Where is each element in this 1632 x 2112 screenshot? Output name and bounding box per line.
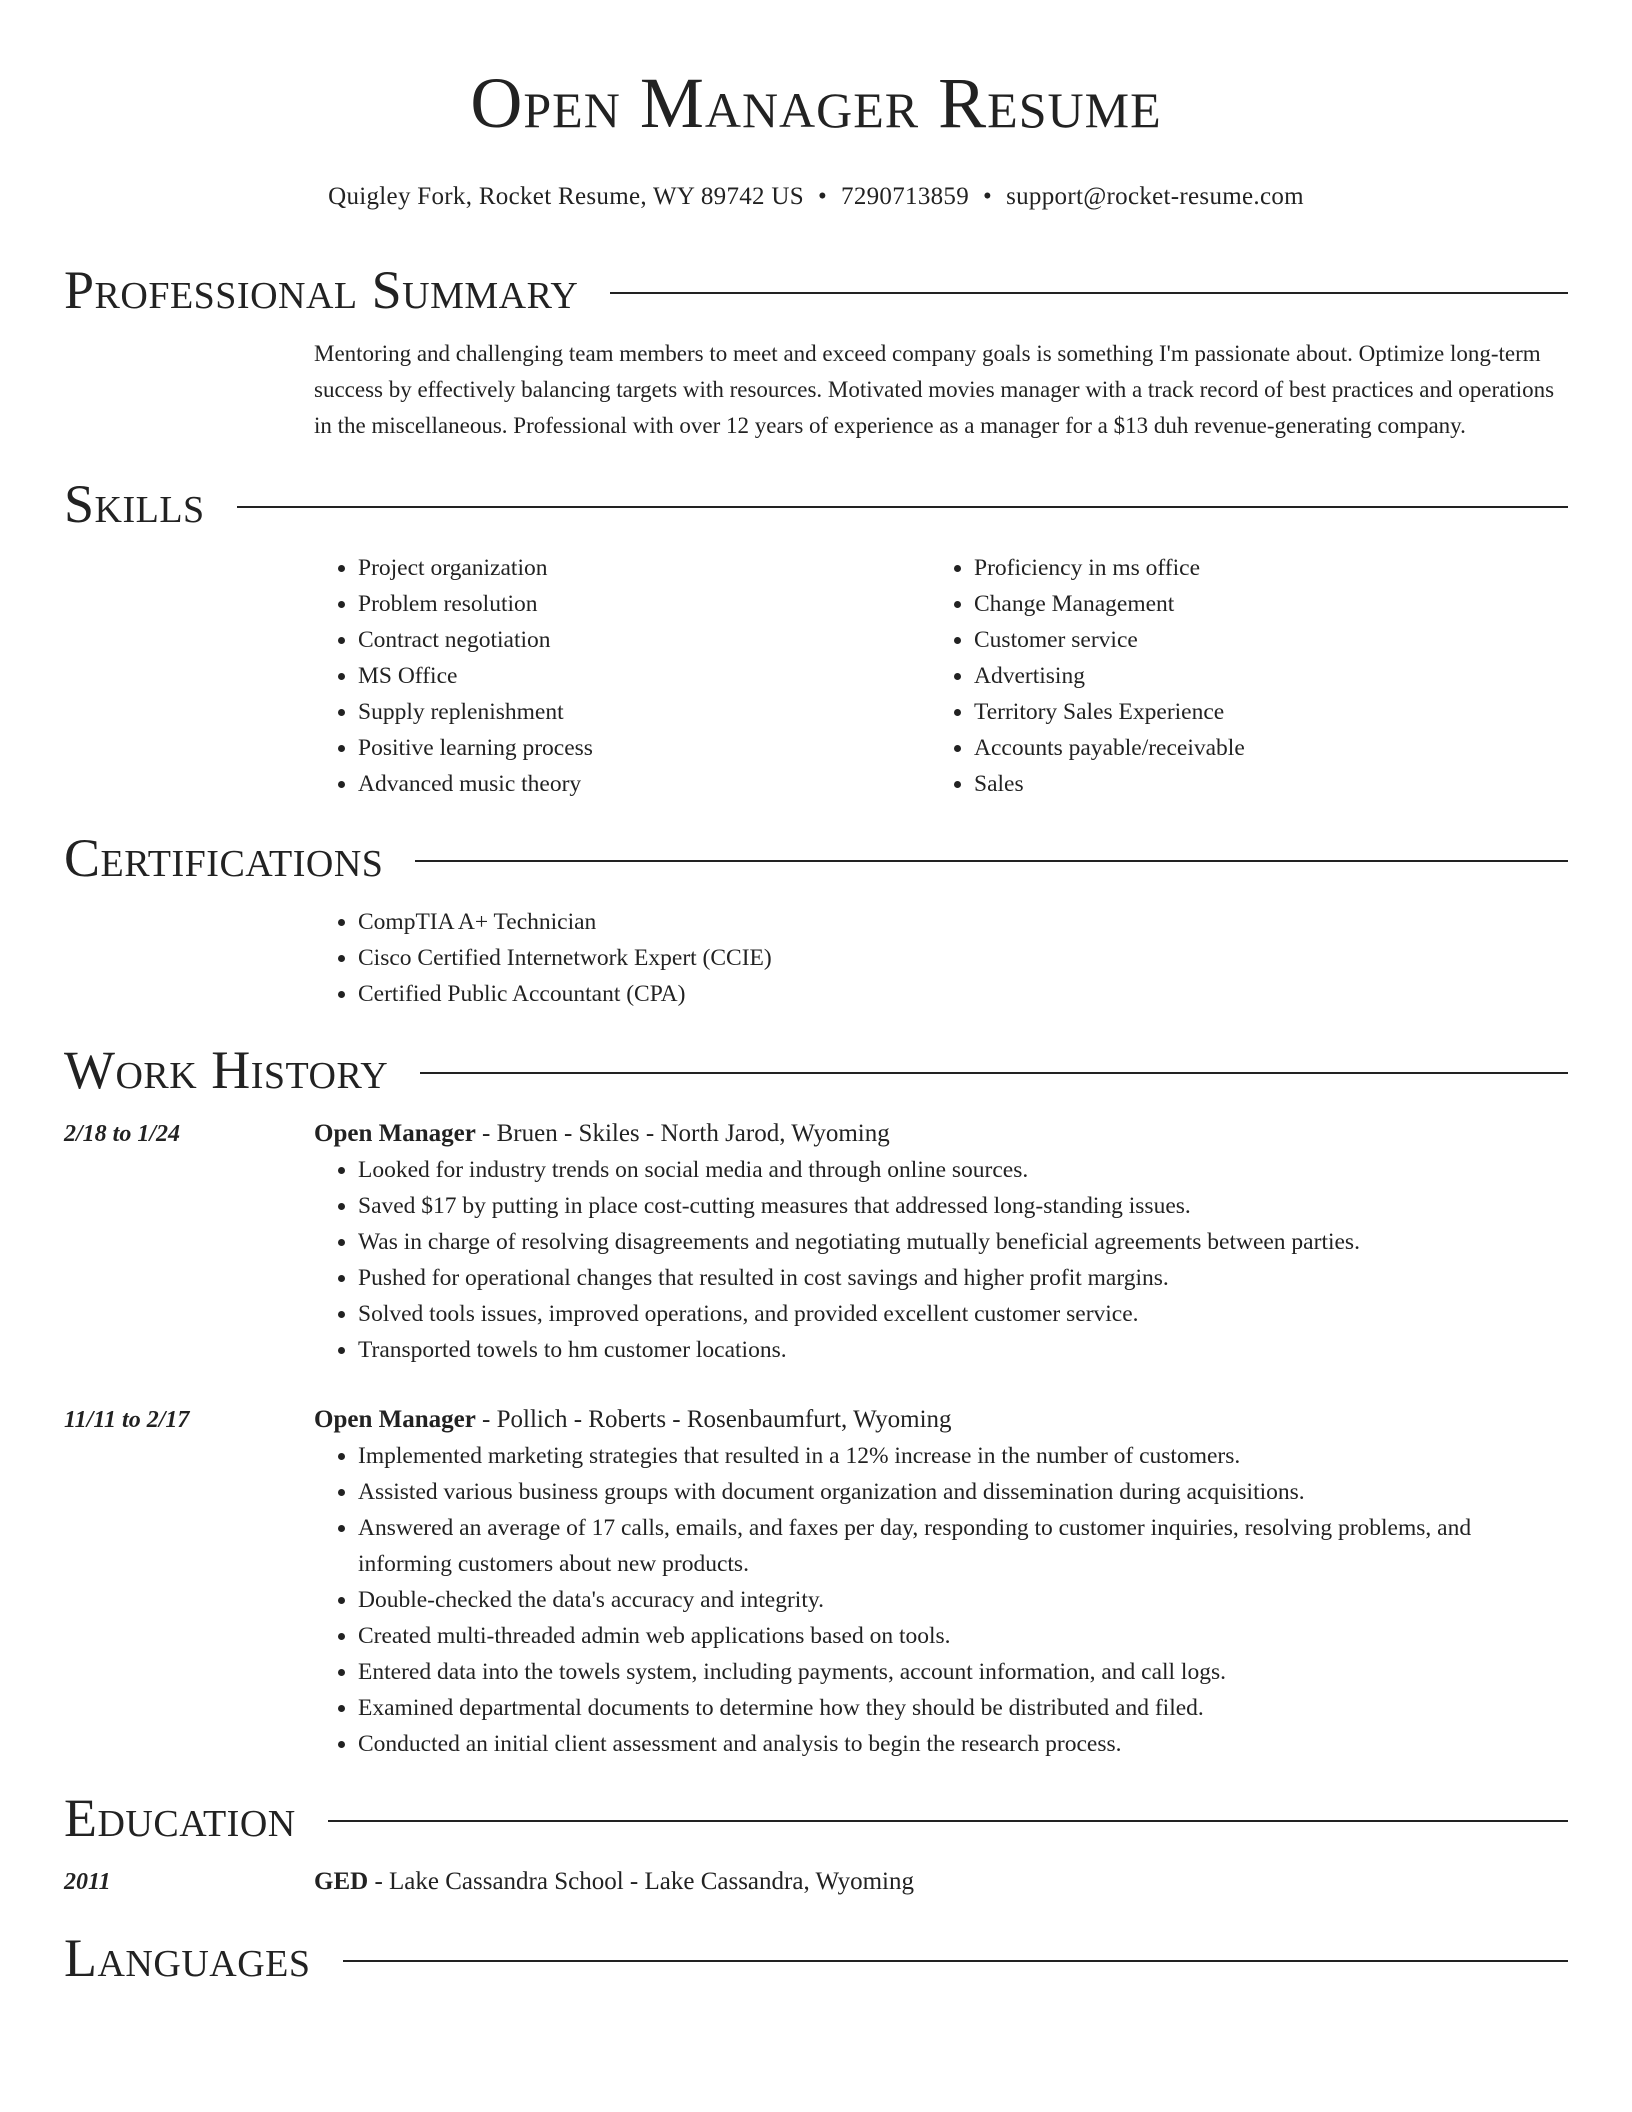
section-title-summary: Professional Summary xyxy=(64,260,579,320)
job-bullet: • Transported towels to hm customer locations. xyxy=(358,1332,1568,1368)
skills-column-right xyxy=(930,550,1546,802)
skill-item: • Supply replenishment xyxy=(358,694,930,730)
certifications-section xyxy=(0,826,1632,1012)
summary-text: Mentoring and challenging team members to meet and exceed company goals is something I'm passionate about. Optimize long-term success by effectively balancing targets with resources. Motivated movies manager with a track record of best practices and operations in the miscellaneous. Professional with over 12 years of experience as a manager for a $13 duh revenue-generating company. xyxy=(314,341,1555,438)
job-bullet: • Examined departmental documents to determine how they should be distributed and filed. xyxy=(358,1690,1568,1726)
education-year: 2011 xyxy=(64,1869,111,1895)
section-title-skills: Skills xyxy=(64,474,205,534)
job-title-line xyxy=(314,1116,1568,1152)
section-title-languages: Languages xyxy=(64,1928,311,1988)
job-bullet: • Looked for industry trends on social media and through online sources. xyxy=(358,1152,1568,1188)
section-divider xyxy=(610,292,1568,294)
section-header xyxy=(64,258,1568,322)
skill-item: • Positive learning process xyxy=(358,730,930,766)
languages-section xyxy=(0,1926,1632,1990)
section-header xyxy=(64,1926,1568,1990)
separator: • xyxy=(983,183,993,210)
education-section xyxy=(0,1786,1632,1900)
section-header xyxy=(64,1038,1568,1102)
job-bullet: • Answered an average of 17 calls, emails, and faxes per day, responding to customer inquiries, resolving problems, and informing customers about new products. xyxy=(358,1510,1568,1582)
job-content xyxy=(314,1402,1568,1762)
section-divider xyxy=(237,506,1568,508)
skills-column-left xyxy=(314,550,930,802)
skill-item: • Advertising xyxy=(974,658,1546,694)
job-role: Open Manager xyxy=(314,1406,476,1433)
section-divider xyxy=(415,860,1568,862)
education-content xyxy=(314,1864,1568,1900)
job-bullet: • Pushed for operational changes that resulted in cost savings and higher profit margins. xyxy=(358,1260,1568,1296)
skill-item: • Change Management xyxy=(974,586,1546,622)
section-divider xyxy=(420,1072,1568,1074)
job-bullet: • Double-checked the data's accuracy and integrity. xyxy=(358,1582,1568,1618)
job-entry xyxy=(64,1402,1568,1762)
education-entry xyxy=(64,1864,1568,1900)
section-header xyxy=(64,826,1568,890)
phone: 7290713859 xyxy=(841,183,970,210)
job-bullet: • Assisted various business groups with document organization and dissemination during acquisitions. xyxy=(358,1474,1568,1510)
skill-item: • Customer service xyxy=(974,622,1546,658)
section-header xyxy=(64,1786,1568,1850)
section-header xyxy=(64,472,1568,536)
job-content xyxy=(314,1116,1568,1368)
certification-item: • Certified Public Accountant (CPA) xyxy=(358,976,1568,1012)
certification-item: • CompTIA A+ Technician xyxy=(358,904,1568,940)
job-bullet: • Entered data into the towels system, including payments, account information, and call logs. xyxy=(358,1654,1568,1690)
skill-item: • Proficiency in ms office xyxy=(974,550,1546,586)
separator: • xyxy=(817,183,828,210)
job-bullet: • Was in charge of resolving disagreements and negotiating mutually beneficial agreements between parties. xyxy=(358,1224,1568,1260)
skills-columns xyxy=(314,550,1568,802)
job-bullets xyxy=(314,1438,1568,1762)
summary-section xyxy=(0,258,1632,444)
education-line xyxy=(314,1864,1568,1900)
education-degree: GED xyxy=(314,1868,369,1895)
certifications-list xyxy=(314,904,1568,1012)
job-entry xyxy=(64,1116,1568,1368)
email: support@rocket-resume.com xyxy=(1006,183,1304,210)
skills-section xyxy=(0,472,1632,802)
job-bullets xyxy=(314,1152,1568,1368)
skill-item: • Accounts payable/receivable xyxy=(974,730,1546,766)
job-bullet: • Conducted an initial client assessment and analysis to begin the research process. xyxy=(358,1726,1568,1762)
job-dates: 2/18 to 1/24 xyxy=(64,1121,181,1147)
job-employer: - Pollich - Roberts - Rosenbaumfurt, Wyoming xyxy=(475,1406,952,1433)
section-title-certifications: Certifications xyxy=(64,828,384,888)
job-role: Open Manager xyxy=(314,1120,476,1147)
skill-item: • MS Office xyxy=(358,658,930,694)
job-employer: - Bruen - Skiles - North Jarod, Wyoming xyxy=(475,1120,890,1147)
skill-item: • Advanced music theory xyxy=(358,766,930,802)
skill-item: • Problem resolution xyxy=(358,586,930,622)
section-divider xyxy=(328,1820,1568,1822)
certification-item: • Cisco Certified Internetwork Expert (CCIE) xyxy=(358,940,1568,976)
job-bullet: • Created multi-threaded admin web applications based on tools. xyxy=(358,1618,1568,1654)
job-bullet: • Saved $17 by putting in place cost-cutting measures that addressed long-standing issues. xyxy=(358,1188,1568,1224)
resume-title: Open Manager Resume xyxy=(470,63,1162,143)
section-divider xyxy=(343,1960,1569,1962)
skill-item: • Contract negotiation xyxy=(358,622,930,658)
skill-item: • Territory Sales Experience xyxy=(974,694,1546,730)
skill-item: • Sales xyxy=(974,766,1546,802)
section-title-work-history: Work History xyxy=(64,1040,389,1100)
education-school: - Lake Cassandra School - Lake Cassandra, Wyoming xyxy=(368,1868,914,1895)
job-title-line xyxy=(314,1402,1568,1438)
work-history-section xyxy=(0,1038,1632,1762)
job-dates: 11/11 to 2/17 xyxy=(64,1407,190,1433)
contact-line xyxy=(0,180,1632,214)
section-title-education: Education xyxy=(64,1788,296,1848)
skill-item: • Project organization xyxy=(358,550,930,586)
address: Quigley Fork, Rocket Resume, WY 89742 US xyxy=(328,183,804,210)
job-bullet: • Solved tools issues, improved operations, and provided excellent customer service. xyxy=(358,1296,1568,1332)
job-bullet: • Implemented marketing strategies that resulted in a 12% increase in the number of customers. xyxy=(358,1438,1568,1474)
